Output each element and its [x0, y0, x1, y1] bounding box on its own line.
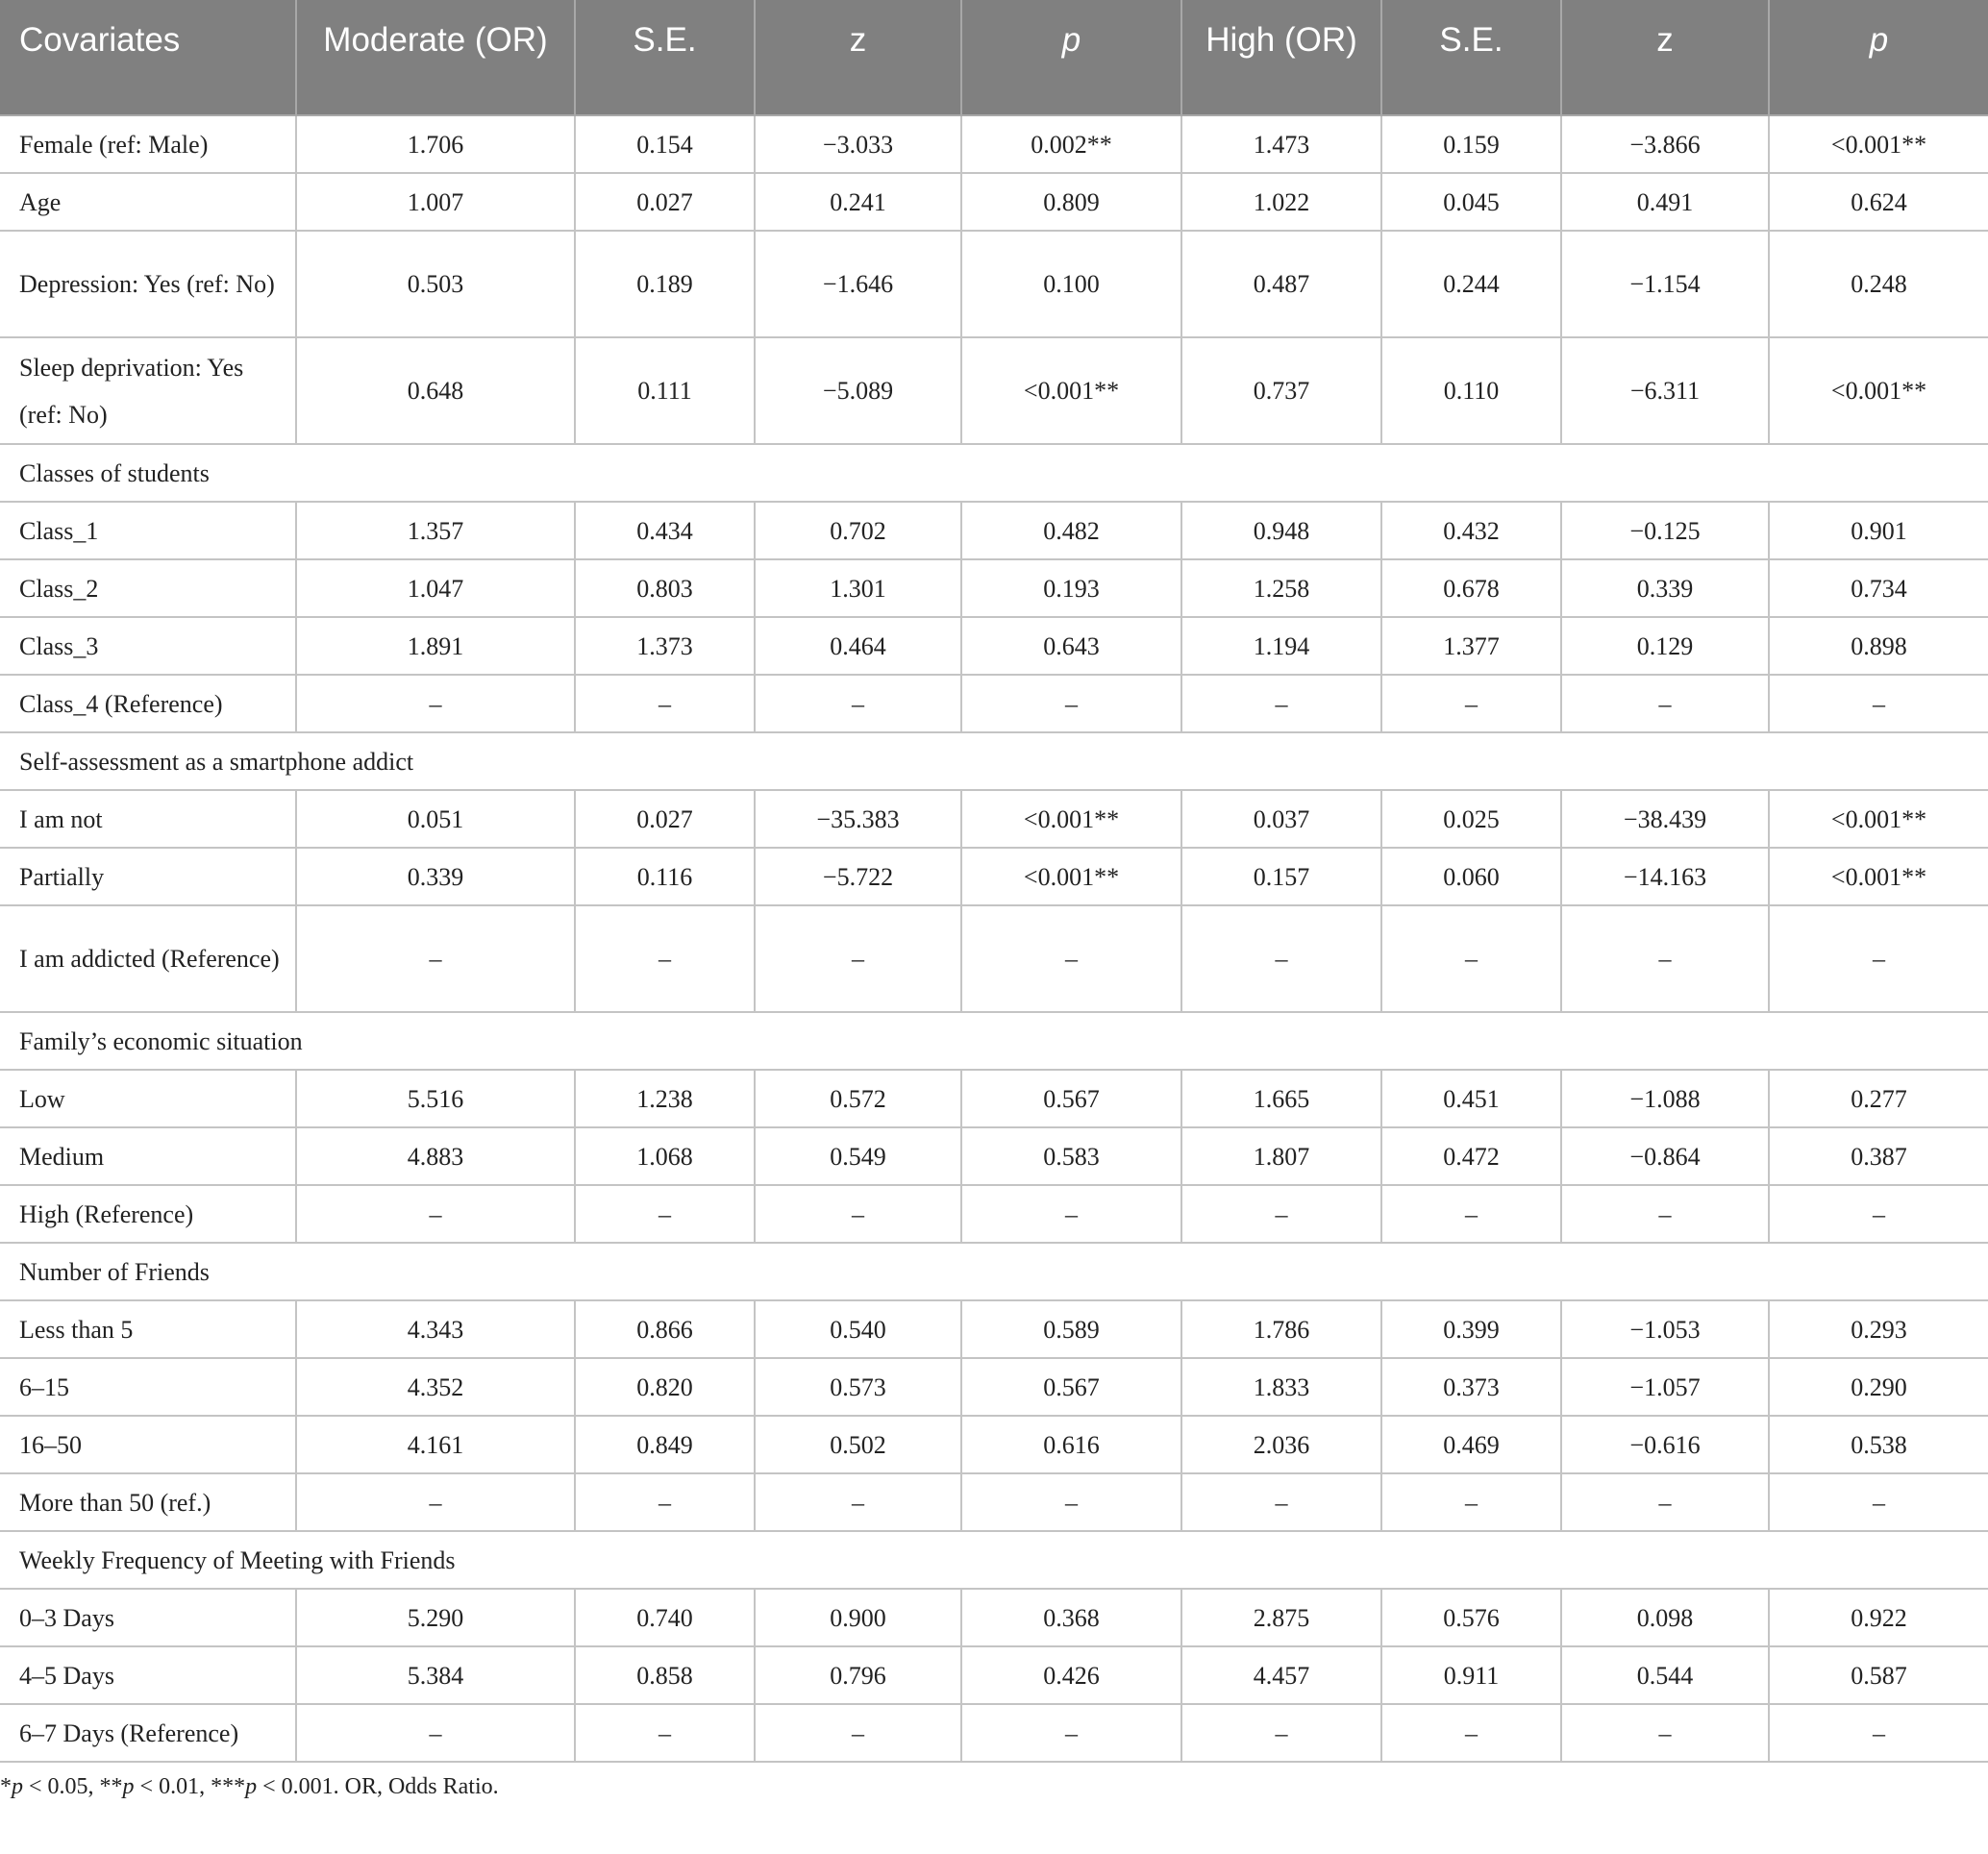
table-cell: 1.373 [575, 617, 755, 675]
group-label: Weekly Frequency of Meeting with Friends [0, 1531, 1988, 1589]
table-row [0, 173, 1988, 231]
table-row [0, 1646, 1988, 1704]
table-cell: 0.544 [1561, 1646, 1769, 1704]
table-cell: 0.502 [755, 1416, 961, 1473]
row-label: I am addicted (Reference) [0, 905, 296, 1012]
table-cell: 1.807 [1181, 1127, 1381, 1185]
table-cell: <0.001** [1769, 337, 1988, 444]
row-label: 6–15 [0, 1358, 296, 1416]
table-cell: 0.037 [1181, 790, 1381, 848]
table-cell: 0.678 [1381, 559, 1561, 617]
row-label: Age [0, 173, 296, 231]
footnote-part: p [122, 1774, 135, 1799]
table-cell: 1.891 [296, 617, 575, 675]
table-cell: – [575, 1704, 755, 1762]
table-cell: −0.616 [1561, 1416, 1769, 1473]
table-cell: – [755, 1704, 961, 1762]
table-cell: 0.293 [1769, 1300, 1988, 1358]
table-cell: – [1561, 1473, 1769, 1531]
table-cell: 0.538 [1769, 1416, 1988, 1473]
table-cell: – [1561, 1185, 1769, 1243]
group-row [0, 732, 1988, 790]
table-cell: 0.549 [755, 1127, 961, 1185]
table-row [0, 1589, 1988, 1646]
table-cell: 0.129 [1561, 617, 1769, 675]
table-cell: – [1769, 1704, 1988, 1762]
table-cell: 0.159 [1381, 115, 1561, 173]
table-row [0, 905, 1988, 1012]
table-cell: – [961, 675, 1181, 732]
table-cell: 0.540 [755, 1300, 961, 1358]
row-label: I am not [0, 790, 296, 848]
table-cell: −1.088 [1561, 1070, 1769, 1127]
table-cell: 0.567 [961, 1070, 1181, 1127]
header-high-z: z [1561, 0, 1769, 115]
header-moderate-z: z [755, 0, 961, 115]
table-cell: 0.116 [575, 848, 755, 905]
table-cell: −3.866 [1561, 115, 1769, 173]
table-cell: – [1181, 1473, 1381, 1531]
table-cell: – [1769, 1473, 1988, 1531]
table-cell: 0.616 [961, 1416, 1181, 1473]
group-row [0, 1012, 1988, 1070]
row-label: 16–50 [0, 1416, 296, 1473]
table-cell: 0.027 [575, 790, 755, 848]
table-cell: 1.473 [1181, 115, 1381, 173]
table-row [0, 790, 1988, 848]
table-cell: <0.001** [1769, 790, 1988, 848]
table-cell: – [755, 905, 961, 1012]
table-cell: −0.864 [1561, 1127, 1769, 1185]
table-row [0, 617, 1988, 675]
table-cell: 2.036 [1181, 1416, 1381, 1473]
table-row [0, 1070, 1988, 1127]
table-cell: – [1769, 905, 1988, 1012]
table-cell: 4.161 [296, 1416, 575, 1473]
table-cell: 1.194 [1181, 617, 1381, 675]
table-cell: 0.045 [1381, 173, 1561, 231]
group-row [0, 444, 1988, 502]
table-cell: 0.002** [961, 115, 1181, 173]
group-label: Number of Friends [0, 1243, 1988, 1300]
table-cell: 0.487 [1181, 231, 1381, 337]
table-cell: – [1181, 1185, 1381, 1243]
table-cell: 0.740 [575, 1589, 755, 1646]
table-cell: 0.244 [1381, 231, 1561, 337]
table-cell: 1.007 [296, 173, 575, 231]
table-cell: −0.125 [1561, 502, 1769, 559]
table-cell: 5.516 [296, 1070, 575, 1127]
header-row [0, 0, 1988, 115]
table-cell: – [296, 905, 575, 1012]
footnote-part: < 0.001. OR, Odds Ratio. [257, 1774, 499, 1799]
table-cell: 0.567 [961, 1358, 1181, 1416]
table-cell: <0.001** [1769, 848, 1988, 905]
table-cell: 0.277 [1769, 1070, 1988, 1127]
table-cell: 5.384 [296, 1646, 575, 1704]
table-cell: 1.665 [1181, 1070, 1381, 1127]
table-cell: 0.373 [1381, 1358, 1561, 1416]
group-row [0, 1531, 1988, 1589]
header-high-p [1769, 0, 1988, 115]
table-cell: −6.311 [1561, 337, 1769, 444]
table-cell: – [1381, 675, 1561, 732]
group-row [0, 1243, 1988, 1300]
table-cell: 4.343 [296, 1300, 575, 1358]
table-cell: 0.643 [961, 617, 1181, 675]
table-cell: 0.587 [1769, 1646, 1988, 1704]
header-moderate-or: Moderate (OR) [296, 0, 575, 115]
table-cell: 0.573 [755, 1358, 961, 1416]
table-row [0, 848, 1988, 905]
row-label: Class_1 [0, 502, 296, 559]
table-cell: <0.001** [961, 848, 1181, 905]
table-cell: 0.491 [1561, 173, 1769, 231]
table-cell: 0.472 [1381, 1127, 1561, 1185]
table-cell: 0.734 [1769, 559, 1988, 617]
table-cell: −1.053 [1561, 1300, 1769, 1358]
table-cell: – [961, 905, 1181, 1012]
table-cell: −14.163 [1561, 848, 1769, 905]
table-cell: 4.457 [1181, 1646, 1381, 1704]
row-label: Class_4 (Reference) [0, 675, 296, 732]
table-cell: 0.469 [1381, 1416, 1561, 1473]
table-cell: 2.875 [1181, 1589, 1381, 1646]
table-cell: 0.399 [1381, 1300, 1561, 1358]
table-cell: 0.898 [1769, 617, 1988, 675]
table-cell: – [296, 1704, 575, 1762]
table-cell: 1.068 [575, 1127, 755, 1185]
table-row [0, 1704, 1988, 1762]
table-cell: – [575, 675, 755, 732]
table-cell: 0.866 [575, 1300, 755, 1358]
footnote-part: * [0, 1774, 12, 1799]
table-cell: 0.060 [1381, 848, 1561, 905]
table-cell: 1.047 [296, 559, 575, 617]
table-cell: 1.786 [1181, 1300, 1381, 1358]
table-cell: −38.439 [1561, 790, 1769, 848]
header-moderate-p-label: p [1061, 21, 1081, 59]
table-cell: 1.357 [296, 502, 575, 559]
table-cell: 0.803 [575, 559, 755, 617]
group-label: Classes of students [0, 444, 1988, 502]
table-cell: 0.820 [575, 1358, 755, 1416]
row-label: More than 50 (ref.) [0, 1473, 296, 1531]
table-cell: – [1381, 1473, 1561, 1531]
table-row [0, 1185, 1988, 1243]
table-cell: 0.464 [755, 617, 961, 675]
table-cell: 0.648 [296, 337, 575, 444]
table-row [0, 502, 1988, 559]
table-cell: 0.849 [575, 1416, 755, 1473]
table-cell: – [1381, 1185, 1561, 1243]
table-cell: 0.110 [1381, 337, 1561, 444]
row-label: Depression: Yes (ref: No) [0, 231, 296, 337]
table-cell: – [961, 1704, 1181, 1762]
table-cell: 0.796 [755, 1646, 961, 1704]
table-cell: 0.368 [961, 1589, 1181, 1646]
table-row [0, 1300, 1988, 1358]
table-cell: 0.387 [1769, 1127, 1988, 1185]
table-cell: – [1561, 675, 1769, 732]
footnote-part: < 0.01, *** [134, 1774, 246, 1799]
table-cell: 1.833 [1181, 1358, 1381, 1416]
table-cell: 0.248 [1769, 231, 1988, 337]
header-high-se: S.E. [1381, 0, 1561, 115]
table-cell: 1.238 [575, 1070, 755, 1127]
footnote-part: < 0.05, ** [23, 1774, 123, 1799]
table-body [0, 115, 1988, 1762]
table-cell: – [575, 1185, 755, 1243]
table-cell: 0.451 [1381, 1070, 1561, 1127]
table-cell: – [1181, 675, 1381, 732]
table-cell: – [296, 1185, 575, 1243]
table-cell: – [296, 675, 575, 732]
table-cell: −1.154 [1561, 231, 1769, 337]
table-cell: 0.339 [1561, 559, 1769, 617]
table-cell: 4.883 [296, 1127, 575, 1185]
table-cell: 0.432 [1381, 502, 1561, 559]
table-cell: 0.858 [575, 1646, 755, 1704]
table-cell: 1.301 [755, 559, 961, 617]
table-cell: – [1769, 675, 1988, 732]
header-high-or: High (OR) [1181, 0, 1381, 115]
table-cell: 0.290 [1769, 1358, 1988, 1416]
table-cell: 0.027 [575, 173, 755, 231]
table-cell: 0.111 [575, 337, 755, 444]
table-cell: −5.722 [755, 848, 961, 905]
table-row [0, 337, 1988, 444]
table-cell: 0.426 [961, 1646, 1181, 1704]
table-cell: – [755, 1185, 961, 1243]
table-cell: 0.503 [296, 231, 575, 337]
row-label: 0–3 Days [0, 1589, 296, 1646]
table-cell: – [1381, 905, 1561, 1012]
table-cell: 1.377 [1381, 617, 1561, 675]
row-label: Partially [0, 848, 296, 905]
table-cell: <0.001** [961, 337, 1181, 444]
table-cell: – [296, 1473, 575, 1531]
table-cell: 0.154 [575, 115, 755, 173]
footnote-part: p [12, 1774, 23, 1799]
table-cell: −1.057 [1561, 1358, 1769, 1416]
table-cell: 0.482 [961, 502, 1181, 559]
table-cell: 0.589 [961, 1300, 1181, 1358]
row-label: Medium [0, 1127, 296, 1185]
table-cell: – [961, 1185, 1181, 1243]
table-cell: – [575, 1473, 755, 1531]
table-cell: 0.809 [961, 173, 1181, 231]
table-row [0, 1416, 1988, 1473]
row-label: Sleep deprivation: Yes (ref: No) [0, 337, 296, 444]
row-label: Class_2 [0, 559, 296, 617]
table-cell: 0.157 [1181, 848, 1381, 905]
table-cell: – [1561, 905, 1769, 1012]
row-label: High (Reference) [0, 1185, 296, 1243]
table-cell: – [755, 675, 961, 732]
table-cell: – [1769, 1185, 1988, 1243]
table-cell: 0.911 [1381, 1646, 1561, 1704]
table-cell: – [575, 905, 755, 1012]
table-row [0, 1473, 1988, 1531]
table-cell: 0.572 [755, 1070, 961, 1127]
table-cell: 0.576 [1381, 1589, 1561, 1646]
table-cell: 0.702 [755, 502, 961, 559]
table-cell: −3.033 [755, 115, 961, 173]
header-moderate-p [961, 0, 1181, 115]
table-cell: 0.948 [1181, 502, 1381, 559]
row-label: 6–7 Days (Reference) [0, 1704, 296, 1762]
table-cell: 4.352 [296, 1358, 575, 1416]
table-cell: – [755, 1473, 961, 1531]
table-cell: 0.901 [1769, 502, 1988, 559]
table-cell: <0.001** [961, 790, 1181, 848]
group-label: Family’s economic situation [0, 1012, 1988, 1070]
header-moderate-se: S.E. [575, 0, 755, 115]
table-cell: −5.089 [755, 337, 961, 444]
table-cell: 0.339 [296, 848, 575, 905]
table-footnote [0, 1763, 1988, 1801]
table-header [0, 0, 1988, 115]
table-cell: 0.241 [755, 173, 961, 231]
table-cell: – [961, 1473, 1181, 1531]
table-cell: −35.383 [755, 790, 961, 848]
table-cell: 0.900 [755, 1589, 961, 1646]
footnote-part: p [245, 1774, 258, 1799]
table-cell: 1.022 [1181, 173, 1381, 231]
table-cell: 0.434 [575, 502, 755, 559]
table-cell: – [1181, 1704, 1381, 1762]
table-cell: 0.737 [1181, 337, 1381, 444]
table-cell: 0.098 [1561, 1589, 1769, 1646]
table-row [0, 559, 1988, 617]
table-cell: 0.100 [961, 231, 1181, 337]
row-label: Female (ref: Male) [0, 115, 296, 173]
table-cell: 5.290 [296, 1589, 575, 1646]
table-cell: 0.051 [296, 790, 575, 848]
table-row [0, 115, 1988, 173]
table-cell: 0.025 [1381, 790, 1561, 848]
row-label: Class_3 [0, 617, 296, 675]
table-row [0, 231, 1988, 337]
table-cell: 0.189 [575, 231, 755, 337]
table-cell: −1.646 [755, 231, 961, 337]
table-cell: 1.706 [296, 115, 575, 173]
row-label: Low [0, 1070, 296, 1127]
table-row [0, 1127, 1988, 1185]
header-covariates: Covariates [0, 0, 296, 115]
row-label: Less than 5 [0, 1300, 296, 1358]
table-cell: 1.258 [1181, 559, 1381, 617]
table-row [0, 1358, 1988, 1416]
table-cell: 0.624 [1769, 173, 1988, 231]
header-high-p-label: p [1869, 21, 1889, 59]
table-cell: 0.193 [961, 559, 1181, 617]
row-label: 4–5 Days [0, 1646, 296, 1704]
table-row [0, 675, 1988, 732]
table-cell: 0.922 [1769, 1589, 1988, 1646]
table-cell: – [1561, 1704, 1769, 1762]
table-cell: – [1381, 1704, 1561, 1762]
table-cell: 0.583 [961, 1127, 1181, 1185]
table-cell: – [1181, 905, 1381, 1012]
table-cell: <0.001** [1769, 115, 1988, 173]
group-label: Self-assessment as a smartphone addict [0, 732, 1988, 790]
